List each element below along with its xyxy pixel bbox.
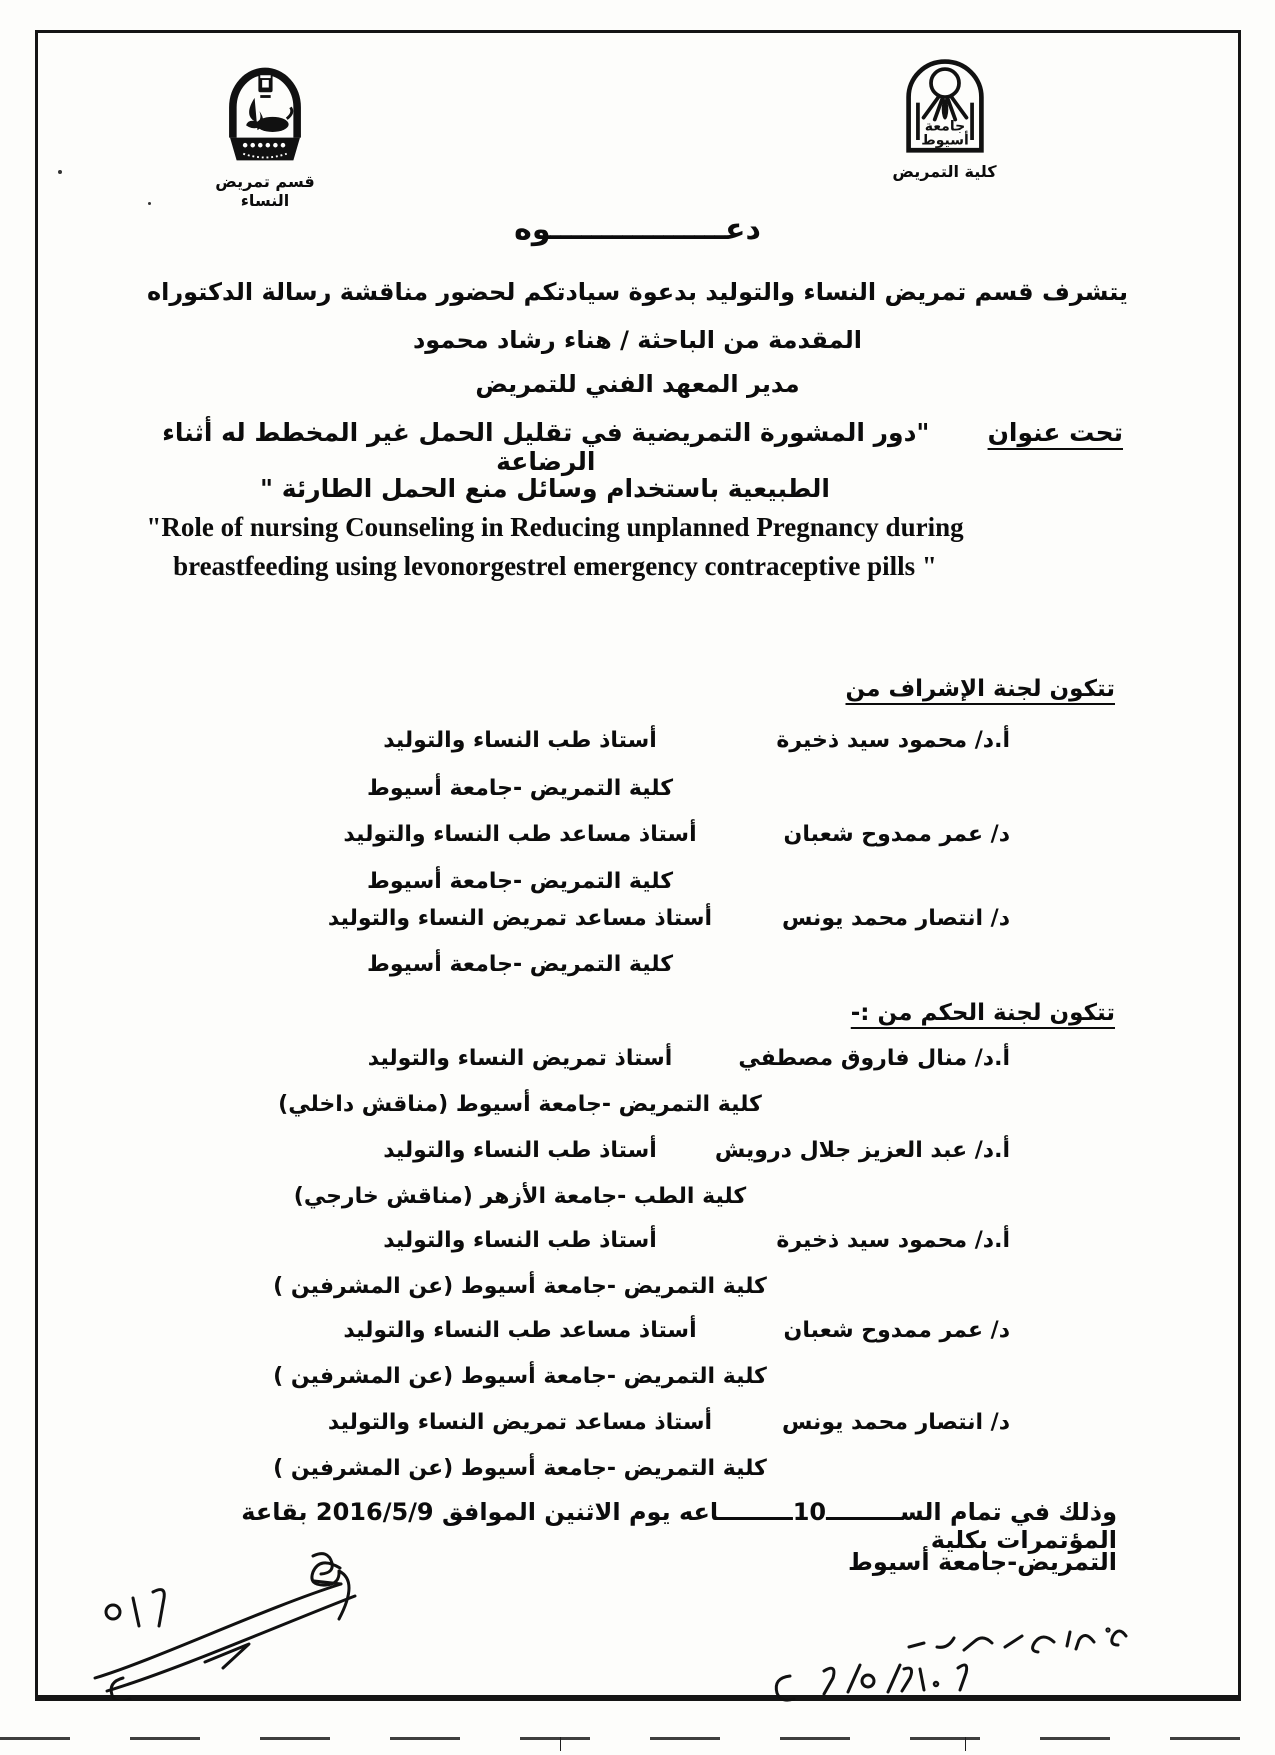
scan-speck <box>148 202 151 205</box>
university-logo-block <box>872 56 1017 181</box>
member-affiliation: كلية التمريض -جامعة أسيوط (مناقش داخلي) <box>278 1092 762 1117</box>
invitation-line-3: مدير المعهد الفني للتمريض <box>475 370 800 398</box>
scan-artifact-line <box>0 1737 1275 1740</box>
scan-artifact-tick <box>560 1737 561 1751</box>
member-affiliation: كلية الطب -جامعة الأزهر (مناقش خارجي) <box>293 1184 747 1209</box>
scan-artifact-tick <box>965 1737 966 1751</box>
invitation-line-1: يتشرف قسم تمريض النساء والتوليد بدعوة سيادتكم لحضور مناقشة رسالة الدكتوراه <box>146 278 1129 306</box>
thesis-title-english-2: breastfeeding using levonorgestrel emergency contraceptive pills " <box>173 551 937 581</box>
thesis-title-label: تحت عنوان <box>987 418 1123 447</box>
member-title: أستاذ مساعد تمريض النساء والتوليد <box>327 906 713 931</box>
event-time-line: وذلك في تمام الســـــــــ10ـــــــــاعه يوم الاثنين الموافق 2016/5/9 بقاعة المؤتمرات بكلية <box>241 1498 1117 1554</box>
member-title: أستاذ تمريض النساء والتوليد <box>367 1046 673 1071</box>
jury-member-row <box>0 1138 1275 1172</box>
member-name: د/ انتصار محمد يونس <box>781 906 1010 931</box>
jury-member-row <box>0 1410 1275 1444</box>
member-title: أستاذ مساعد تمريض النساء والتوليد <box>327 1410 713 1435</box>
invitation-title: دعـــــــــــــــــوه <box>514 212 761 247</box>
scan-speck <box>58 170 62 174</box>
jury-member-row <box>0 1318 1275 1352</box>
member-affiliation: كلية التمريض -جامعة أسيوط (عن المشرفين ) <box>273 1364 767 1389</box>
member-affiliation: كلية التمريض -جامعة أسيوط <box>367 869 673 894</box>
university-logo-caption: كلية التمريض <box>892 162 997 181</box>
supervision-member-row <box>0 906 1275 940</box>
supervision-heading: تتكون لجنة الإشراف من <box>845 676 1115 702</box>
member-name: أ.د/ محمود سيد ذخيرة <box>776 728 1010 753</box>
thesis-title-arabic-1: "دور المشورة التمريضية في تقليل الحمل غير المخطط له أثناء الرضاعة <box>162 418 930 476</box>
member-title: أستاذ طب النساء والتوليد <box>383 1138 657 1163</box>
jury-member-row <box>0 1228 1275 1262</box>
member-name: د/ عمر ممدوح شعبان <box>783 1318 1010 1343</box>
member-name: د/ عمر ممدوح شعبان <box>783 822 1010 847</box>
invitation-line-2: المقدمة من الباحثة / هناء رشاد محمود <box>412 326 862 354</box>
member-affiliation: كلية التمريض -جامعة أسيوط <box>367 776 673 801</box>
thesis-title-english-1: "Role of nursing Counseling in Reducing unplanned Pregnancy during <box>146 512 964 542</box>
member-affiliation: كلية التمريض -جامعة أسيوط (عن المشرفين ) <box>273 1456 767 1481</box>
department-logo-caption: قسم تمريض النساء <box>215 172 315 210</box>
member-name: أ.د/ محمود سيد ذخيرة <box>776 1228 1010 1253</box>
member-name: أ.د/ عبد العزيز جلال درويش <box>714 1138 1010 1163</box>
event-place-line: التمريض-جامعة أسيوط <box>848 1548 1117 1576</box>
member-title: أستاذ طب النساء والتوليد <box>383 1228 657 1253</box>
jury-member-row <box>0 1046 1275 1080</box>
member-title: أستاذ مساعد طب النساء والتوليد <box>343 822 697 847</box>
svg-text:جامعة: جامعة <box>924 118 965 135</box>
member-name: أ.د/ منال فاروق مصطفي <box>738 1046 1010 1071</box>
member-title: أستاذ مساعد طب النساء والتوليد <box>343 1318 697 1343</box>
member-title: أستاذ طب النساء والتوليد <box>383 728 657 753</box>
supervision-member-row <box>0 728 1275 762</box>
supervision-member-row <box>0 822 1275 856</box>
department-logo-block <box>190 62 340 210</box>
handwritten-note-right <box>720 1612 1150 1712</box>
thesis-title-row <box>138 418 1123 476</box>
handwritten-signature-left <box>85 1550 405 1700</box>
nursing-department-emblem-icon <box>222 62 308 166</box>
member-affiliation: كلية التمريض -جامعة أسيوط <box>367 952 673 977</box>
member-affiliation: كلية التمريض -جامعة أسيوط (عن المشرفين ) <box>273 1274 767 1299</box>
member-name: د/ انتصار محمد يونس <box>781 1410 1010 1435</box>
thesis-title-arabic-2: الطبيعية باستخدام وسائل منع الحمل الطارئة " <box>259 474 831 503</box>
jury-heading: تتكون لجنة الحكم من :- <box>850 1000 1115 1026</box>
svg-text:أسيوط: أسيوط <box>920 132 969 149</box>
assiut-university-emblem-icon <box>901 56 989 154</box>
